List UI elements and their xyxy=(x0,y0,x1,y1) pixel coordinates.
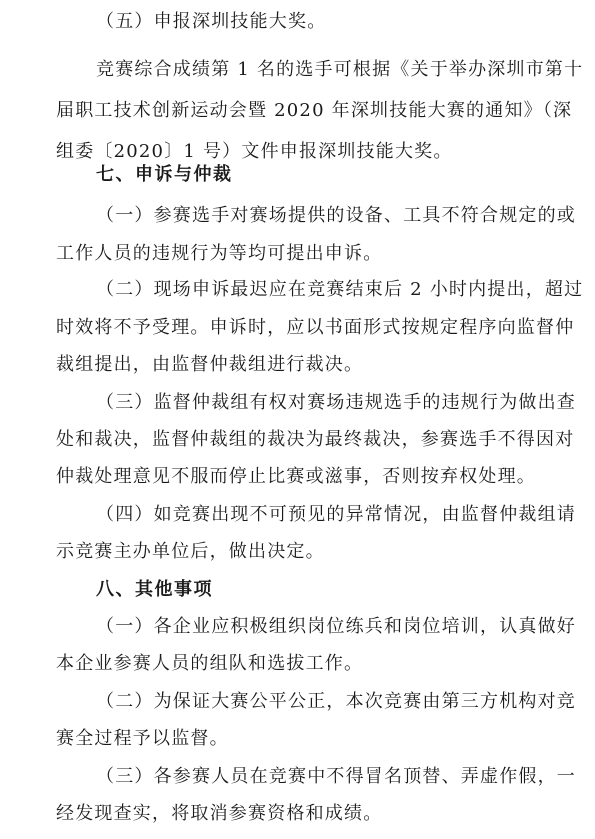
paragraph-line: 仲裁处理意见不服而停止比赛或滋事，否则按弃权处理。 xyxy=(56,466,536,487)
paragraph-line: 工作人员的违规行为等均可提出申诉。 xyxy=(56,243,383,264)
section-heading: 八、其他事项 xyxy=(96,579,213,600)
paragraph-line: 组委〔2020〕1 号）文件申报深圳技能大奖。 xyxy=(56,141,453,162)
paragraph-line: 经发现查实，将取消参赛资格和成绩。 xyxy=(56,803,383,824)
paragraph-line: 竞赛综合成绩第 1 名的选手可根据《关于举办深圳市第十 xyxy=(96,59,584,80)
paragraph-line: 处和裁决，监督仲裁组的裁决为最终裁决，参赛选手不得因对 xyxy=(56,429,575,450)
paragraph-line: （一）参赛选手对赛场提供的设备、工具不符合规定的或 xyxy=(96,205,576,226)
paragraph-line: 本企业参赛人员的组队和选拔工作。 xyxy=(56,653,364,674)
paragraph-line: （二）为保证大赛公平公正，本次竞赛由第三方机构对竞 xyxy=(96,691,576,712)
section-heading: 七、申诉与仲裁 xyxy=(96,164,233,185)
paragraph-line: 届职工技术创新运动会暨 2020 年深圳技能大赛的通知》（深 xyxy=(56,100,573,121)
paragraph-line: 赛全过程予以监督。 xyxy=(56,728,229,749)
paragraph-line: （四）如竞赛出现不可预见的异常情况，由监督仲裁组请 xyxy=(96,504,576,525)
paragraph-line: 示竞赛主办单位后，做出决定。 xyxy=(56,541,325,562)
paragraph-line: （一）各企业应积极组织岗位练兵和岗位培训，认真做好 xyxy=(96,616,576,637)
paragraph-line: （二）现场申诉最迟应在竞赛结束后 2 小时内提出，超过 xyxy=(96,279,584,300)
paragraph-line: 时效将不予受理。申诉时，应以书面形式按规定程序向监督仲 xyxy=(56,317,575,338)
paragraph-line: 裁组提出，由监督仲裁组进行裁决。 xyxy=(56,354,364,375)
paragraph-line: （三）各参赛人员在竞赛中不得冒名顶替、弄虚作假，一 xyxy=(96,766,576,787)
paragraph-line: （三）监督仲裁组有权对赛场违规选手的违规行为做出查 xyxy=(96,392,576,413)
subsection-title: （五）申报深圳技能大奖。 xyxy=(96,11,327,32)
